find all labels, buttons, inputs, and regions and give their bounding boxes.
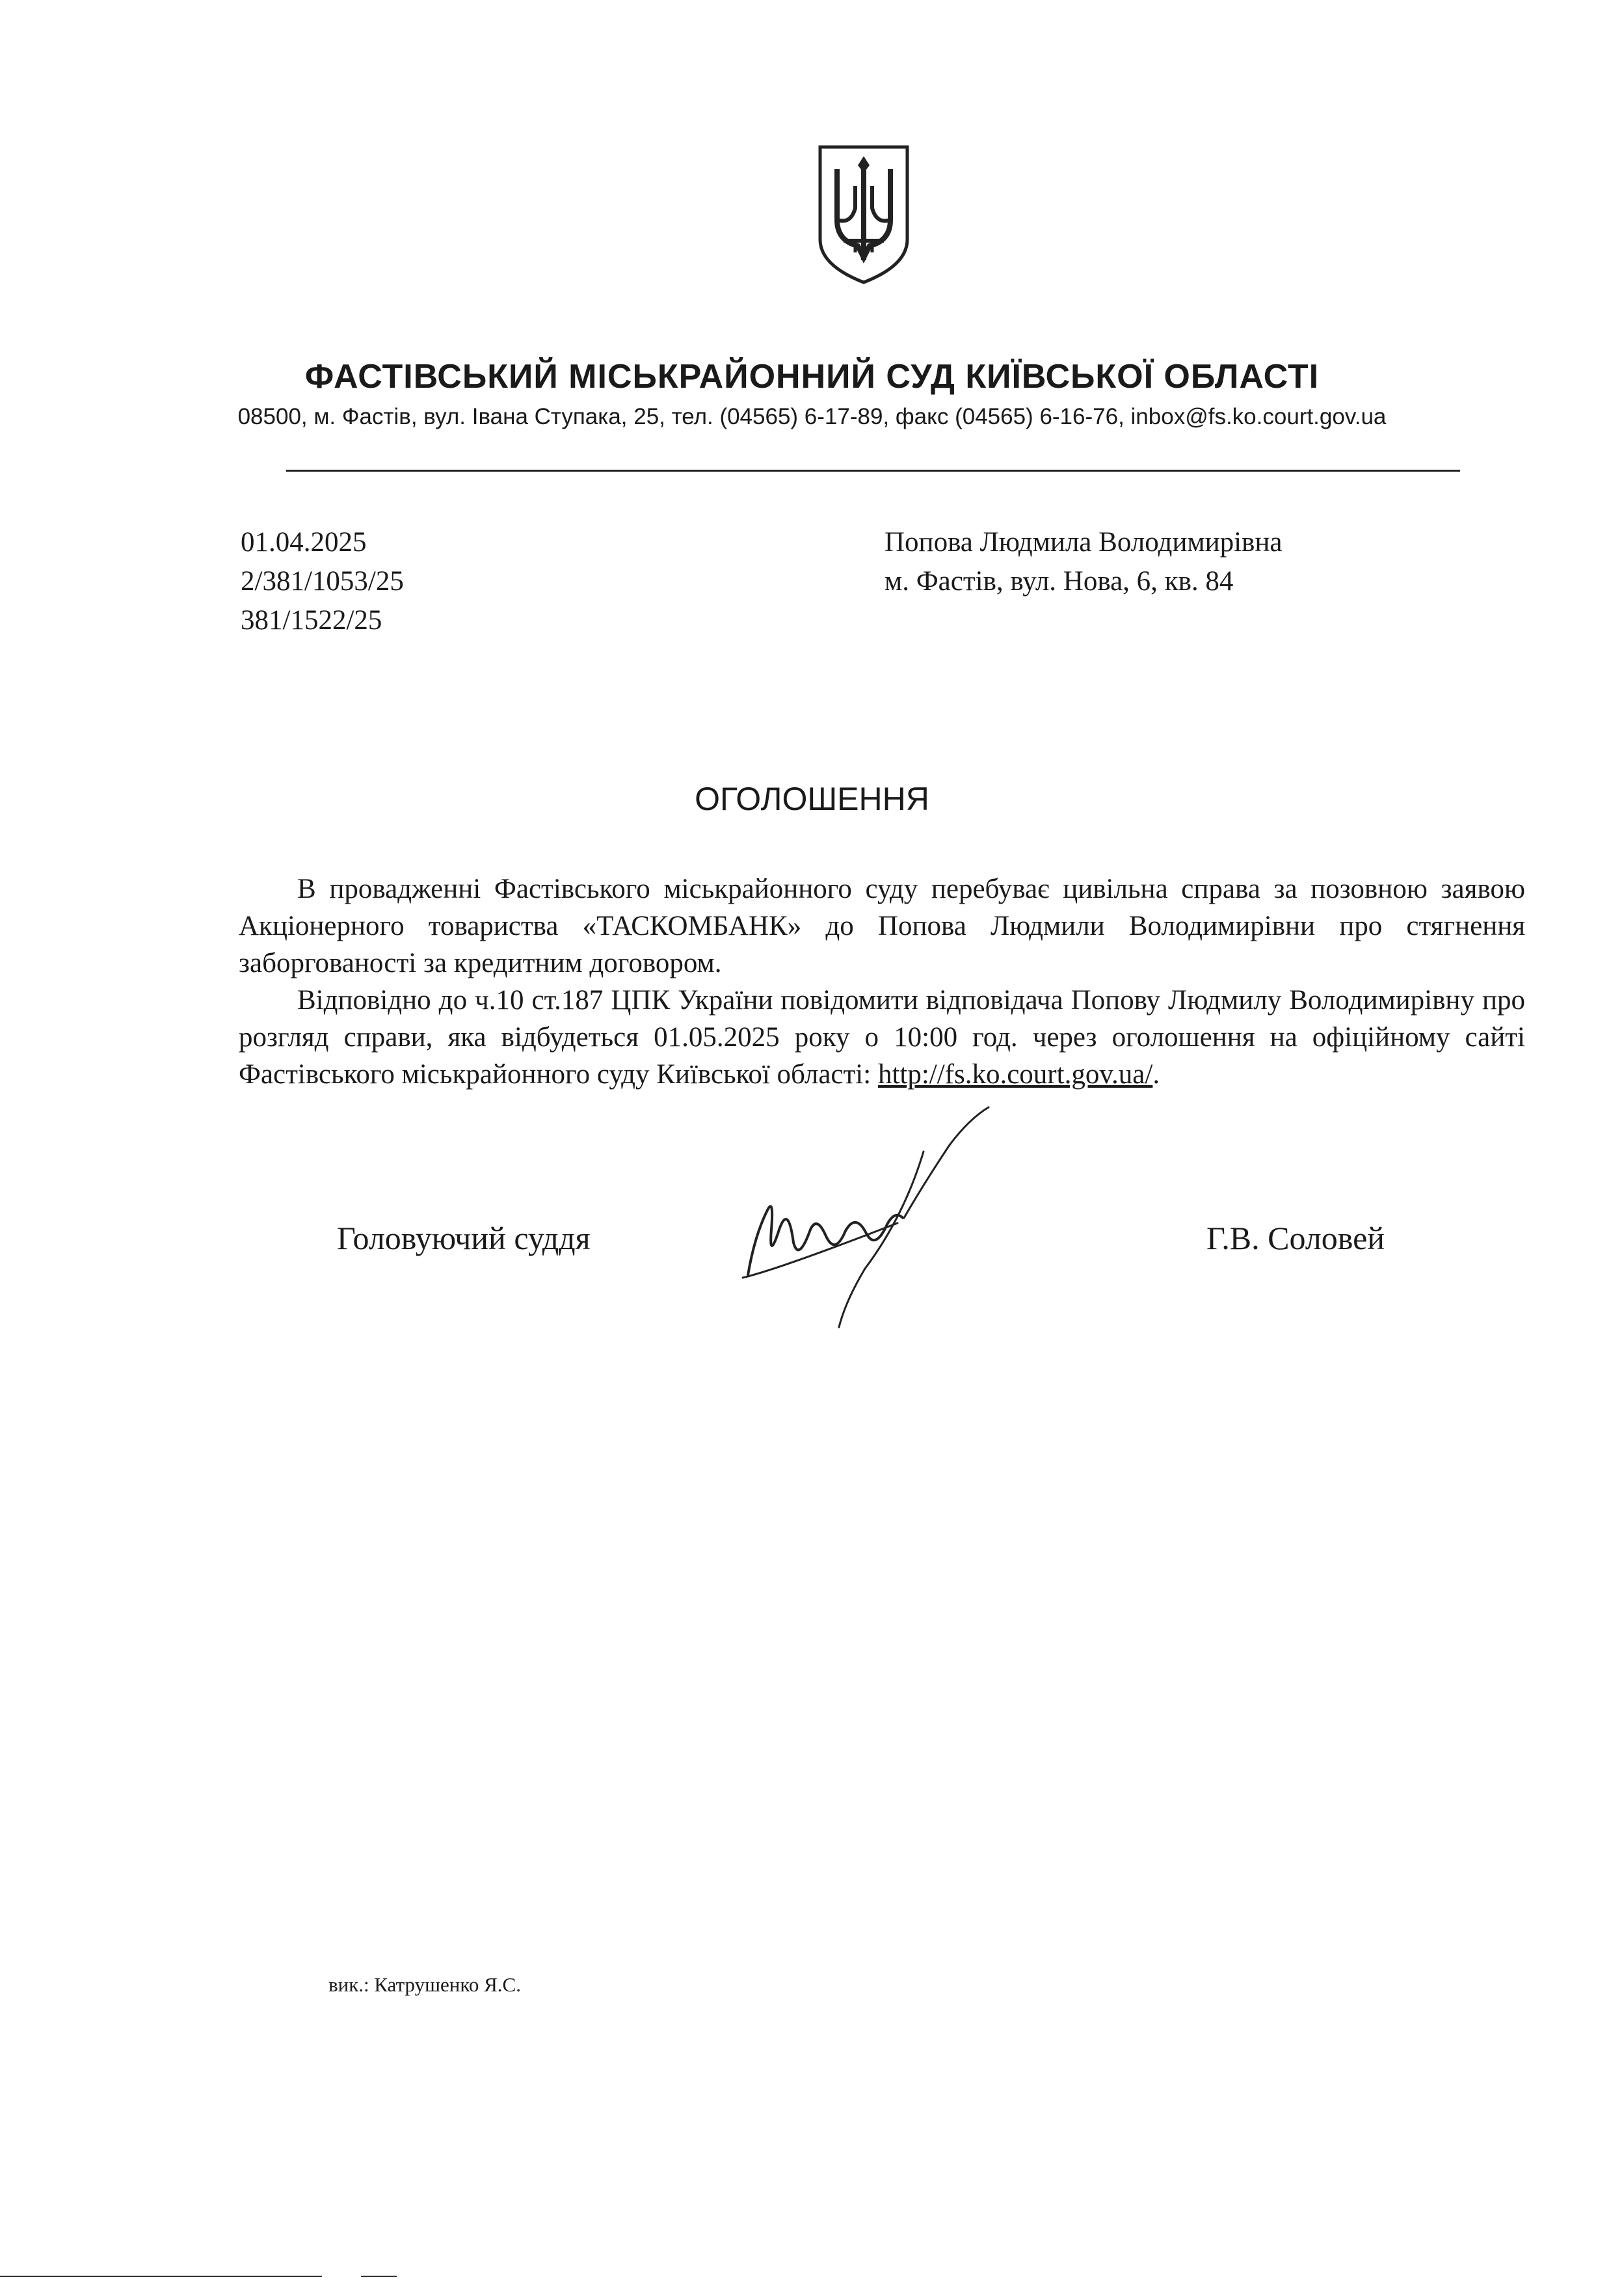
court-website-link[interactable]: http://fs.ko.court.gov.ua/ — [877, 1059, 1153, 1090]
judge-name: Г.В. Соловей — [1206, 1220, 1385, 1256]
coat-of-arms-icon — [815, 143, 912, 286]
recipient-address: м. Фастів, вул. Нова, 6, кв. 84 — [885, 566, 1234, 597]
handwritten-signature — [728, 1106, 1093, 1340]
proceeding-number: 381/1522/25 — [241, 605, 382, 636]
announcement-title: ОГОЛОШЕННЯ — [695, 781, 929, 817]
court-address: 08500, м. Фастів, вул. Івана Ступака, 25, тел. (04565) 6-17-89, факс (04565) 6-16-76, inbox@fs.ko.court.gov.ua — [237, 404, 1387, 429]
header-divider — [286, 470, 1460, 472]
executor-note: вик.: Катрушенко Я.С. — [328, 1973, 521, 1996]
announcement-body — [239, 870, 1525, 1093]
announcement-paragraph-2 — [239, 982, 1525, 1093]
announcement-paragraph-2-text: Відповідно до ч.10 ст.187 ЦПК України повідомити відповідача Попову Людмилу Володимирівну про розгляд справи, яка відбудеться 01.05.2025 року о 10:00 год. через оголошення на офіційному сайті Фастівського міськрайонного суду Київської області: — [239, 985, 1525, 1090]
link-suffix: . — [1152, 1059, 1160, 1090]
bottom-rule-right — [361, 2276, 397, 2277]
bottom-rule-left — [0, 2276, 322, 2277]
court-name: ФАСТІВСЬКИЙ МІСЬКРАЙОННИЙ СУД КИЇВСЬКОЇ ОБЛАСТІ — [304, 358, 1320, 396]
announcement-paragraph-1: В провадженні Фастівського міськрайонного суду перебуває цивільна справа за позовною заявою Акціонерного товариства «ТАСКОМБАНК» до Попова Людмили Володимирівни про стягнення заборгованості за кредитним договором. — [239, 874, 1525, 978]
case-number: 2/381/1053/25 — [241, 566, 404, 597]
document-date: 01.04.2025 — [241, 527, 367, 558]
judge-role: Головуючий суддя — [337, 1220, 591, 1256]
recipient-name: Попова Людмила Володимирівна — [885, 527, 1283, 558]
